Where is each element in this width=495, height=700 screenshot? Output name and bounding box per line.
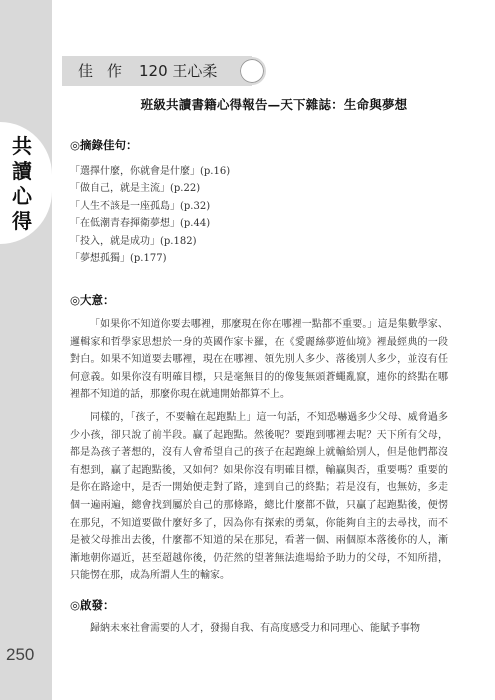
side-tab-char: 共 xyxy=(12,134,32,158)
summary-paragraph: 同樣的，「孩子，不要輸在起跑點上」這一句話，不知恐嚇過多少父母、威脅過多少小孩，卻只說了前半段。贏了起跑點。然後呢？要跑到哪裡去呢？天下所有父母，都是為孩子著想的，沒有人會希望自己的孩子在起跑線上就輸給別人，但是他們都沒有想到，贏了起跑點後，又如何？如果你沒有明確目標，輸贏與否，重要嗎？重要的是你在路途中，是否一開始便走對了路，達到自己的終點；若是沒有，也無妨，多走個一遍兩遍，總會找到屬於自己的那條路，總比什麼都不做，只贏了起跑點後，便愣在那兒，不知道要做什麼好多了，因為你有探索的勇氣，你能夠自主的去尋找，而不是被父母推出去後，什麼都不知道的呆在那兒，看著一個、兩個原本落後你的人，漸漸地朝你逼近，甚至超越你後，仍茫然的望著無法進場給予助力的父母，不知所措，只能愣在那，成為所謂人生的輸家。 xyxy=(70,412,448,582)
side-tab-char: 心 xyxy=(12,184,32,208)
inspiration-heading: ◎啟發： xyxy=(70,598,115,612)
summary-paragraph: 「如果你不知道你要去哪裡，那麼現在你在哪裡一點都不重要。」這是集數學家、邏輯家和哲學家思想於一身的英國作家卡羅，在《愛麗絲夢遊仙境》裡最經典的一段對白。如果不知道要去哪裡，現在在哪裡、領先別人多少、落後別人多少，並沒有任何意義。如果你沒有明確目標，只是毫無目的的像隻無頭蒼蠅亂竄，連你的終點在哪裡都不知道的話，那麼你現在就連開始都算不上。 xyxy=(70,319,448,401)
report-title: 班級共讀書籍心得報告—天下雜誌：生命與夢想 xyxy=(140,97,408,112)
quote-item: 「在低潮青春揮衛夢想」(p.44) xyxy=(70,218,211,230)
page-number: 250 xyxy=(6,645,35,664)
author-banner xyxy=(62,56,252,86)
left-margin-band xyxy=(0,0,52,700)
side-tab-char: 得 xyxy=(12,209,32,233)
quote-item: 「投入，就是成功」(p.182) xyxy=(70,235,197,247)
quote-item: 「選擇什麼，你就會是什麼」(p.16) xyxy=(70,166,231,177)
inspiration-paragraph: 歸納未來社會需要的人才，發揚自我、有高度感受力和同理心、能賦予事物 xyxy=(90,623,420,634)
summary-heading: ◎大意： xyxy=(70,293,115,307)
quote-item: 「人生不該是一座孤島」(p.32) xyxy=(70,200,211,212)
quotes-list xyxy=(70,163,230,267)
award-label: 佳作 xyxy=(78,62,137,80)
banner-circle-ornament xyxy=(238,57,266,85)
author-name: 120 王心柔 xyxy=(139,62,218,80)
quote-item: 「做自己，就是主流」(p.22) xyxy=(70,183,201,195)
section-side-tab xyxy=(0,122,52,244)
side-tab-char: 讀 xyxy=(12,159,32,183)
quote-item: 「夢想孤獨」(p.177) xyxy=(70,253,167,265)
quotes-heading: ◎摘錄佳句： xyxy=(70,138,138,152)
